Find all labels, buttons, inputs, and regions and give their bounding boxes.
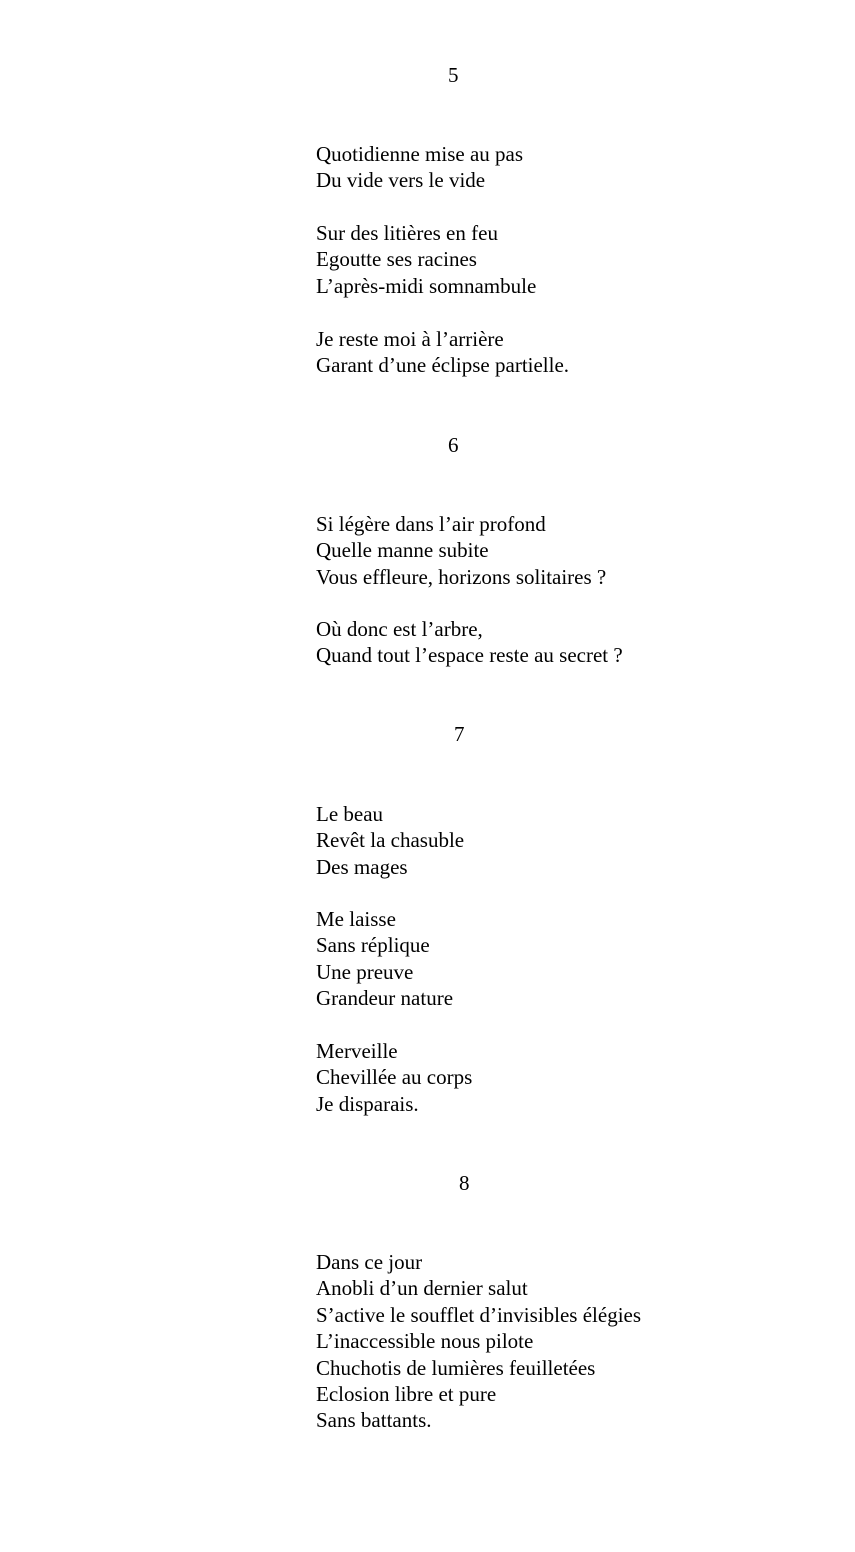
verse-line: Du vide vers le vide xyxy=(316,168,486,193)
verse-line: Merveille xyxy=(316,1039,398,1063)
verse-line: Anobli d’un dernier salut xyxy=(316,1276,528,1301)
verse-line: L’inaccessible nous pilote xyxy=(316,1329,534,1354)
verse-line: Une preuve xyxy=(316,959,414,984)
verse-line: Je reste moi à l’arrière xyxy=(316,327,504,351)
poem-number: 7 xyxy=(454,722,465,746)
poem-number: 5 xyxy=(448,63,459,87)
poem-number: 6 xyxy=(448,433,459,457)
stanza xyxy=(316,141,523,194)
stanza xyxy=(316,511,606,590)
verse-line: Vous effleure, horizons solitaires ? xyxy=(316,564,607,589)
stanza xyxy=(316,906,453,1012)
verse-line: Grandeur nature xyxy=(316,986,454,1011)
verse-line: S’active le soufflet d’invisibles élégies xyxy=(316,1302,642,1327)
stanza xyxy=(316,1249,641,1434)
verse-line: Quelle manne subite xyxy=(316,538,489,563)
verse-line: Egoutte ses racines xyxy=(316,247,477,272)
verse-line: Si légère dans l’air profond xyxy=(316,512,546,536)
verse-line: Eclosion libre et pure xyxy=(316,1381,497,1406)
verse-line: Garant d’une éclipse partielle. xyxy=(316,353,570,378)
stanza xyxy=(316,326,569,379)
stanza xyxy=(316,220,536,299)
verse-line: Revêt la chasuble xyxy=(316,828,465,853)
verse-line: L’après-midi somnambule xyxy=(316,273,537,298)
verse-line: Des mages xyxy=(316,854,408,879)
verse-line: Dans ce jour xyxy=(316,1250,423,1274)
stanza xyxy=(316,801,464,880)
verse-line: Sans battants. xyxy=(316,1408,432,1433)
verse-line: Où donc est l’arbre, xyxy=(316,617,483,641)
stanza xyxy=(316,1038,472,1117)
verse-line: Je disparais. xyxy=(316,1091,419,1116)
verse-line: Sans réplique xyxy=(316,933,430,958)
poem-number: 8 xyxy=(459,1171,470,1195)
verse-line: Chevillée au corps xyxy=(316,1065,473,1090)
verse-line: Quand tout l’espace reste au secret ? xyxy=(316,643,623,668)
verse-line: Sur des litières en feu xyxy=(316,221,498,245)
verse-line: Me laisse xyxy=(316,907,396,931)
verse-line: Chuchotis de lumières feuilletées xyxy=(316,1355,596,1380)
verse-line: Le beau xyxy=(316,802,384,826)
stanza xyxy=(316,616,623,669)
verse-line: Quotidienne mise au pas xyxy=(316,142,524,166)
